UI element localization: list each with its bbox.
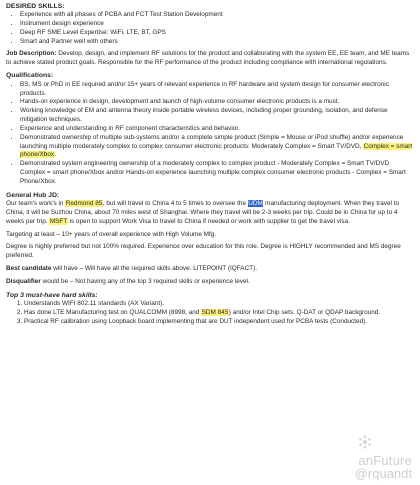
hub-jd-paragraph bbox=[6, 200, 414, 226]
list-item: • Deep RF SME Level Expertise: WiFi, LTE, BT, GPS bbox=[20, 29, 414, 38]
desired-skills-heading: DESIRED SKILLS: bbox=[6, 3, 65, 10]
job-posting bbox=[6, 2, 414, 327]
paragraph-text: manufacturing deployment. When they travel to China, it will be Suzhou China, about 70 miles west of Shanghai. Where they travel will be 2-3 weeks per trip. Could be in China for up to 4 weeks per trip. bbox=[6, 200, 400, 225]
top3-list bbox=[6, 300, 414, 326]
job-description-text: Develop, design, and implement RF solutions for the product and collaborating with the system EE, EE team, and ME teams to achieve stated product goals. Responsible for the RF performance of the product including compliance with international regulations. bbox=[6, 49, 410, 66]
list-item: • Smart and Partner well with others bbox=[20, 38, 414, 47]
highlight-chipset: SDM 845 bbox=[201, 308, 229, 316]
hub-jd-heading: General Hub JD: bbox=[6, 191, 60, 199]
highlight-company: MSFT bbox=[49, 217, 68, 225]
watermark bbox=[355, 454, 412, 481]
paragraph-text: is open to support Work Visa to travel to China if needed or work with supplier to get the travel visa. bbox=[67, 217, 350, 225]
job-description bbox=[6, 50, 414, 68]
list-item: • Experience with all phases of PCBA and FCT Test Station Development bbox=[20, 11, 414, 20]
list-item-text: Has done LTE Manufacturing test on QUALCOMM (8998, and bbox=[24, 308, 202, 316]
list-item-text: ) and/or Intel Chip sets. Q-DAT or QDAP background. bbox=[228, 308, 381, 316]
best-candidate-line bbox=[6, 265, 414, 274]
watermark-line1: anFuture bbox=[358, 452, 412, 468]
top3-heading-text: Top 3 must-have hard skills: bbox=[6, 291, 98, 299]
list-item bbox=[24, 309, 414, 318]
best-candidate-label: Best candidate bbox=[6, 265, 52, 272]
disqualifier-line bbox=[6, 278, 414, 287]
paragraph-text: , but will travel to China 4 to 5 times to oversee the bbox=[102, 200, 248, 208]
qualifications-heading: Qualifications: bbox=[6, 72, 54, 80]
watermark-line2: @rquandt bbox=[354, 466, 412, 482]
qualifications-list bbox=[6, 81, 414, 187]
list-item: • Experience and understanding in RF component characteristics and behavior. bbox=[20, 125, 414, 134]
list-item-text: . bbox=[54, 151, 57, 159]
list-item: • Demonstrated system engineering ownership of a moderately complex to complex product - Moderately Complex = Smart TV/DVD Complex = smart phone/Xbox and/or Hands-on experience launching multiple complex consumer electronic products - Complex = Smart Phone/Xbox. bbox=[20, 160, 414, 186]
top3-heading bbox=[6, 291, 414, 300]
list-item: • Working knowledge of EM and antenna theory inside portable wireless devices, including proper grounding, isolation, and defense mitigation techniques. bbox=[20, 107, 414, 125]
list-item-text: Demonstrated ownership of multiple sub-systems and/or a complete simple product (Simple = Mouse or iPod shuffle) and/or experience launching multiple moderately complex to complex consumer electronic products: Moderately Complex = Smart TV/DVD, bbox=[20, 133, 404, 150]
degree-text: Degree is highly preferred but not 100% required. Experience over education for this role. Degree is HIGHLY recommended and MS degree preferred. bbox=[6, 243, 401, 260]
list-item: • Hands-on experience in design, development and launch of high-volume consumer electronic products is a must. bbox=[20, 98, 414, 107]
list-item: 1. Understands WIFI 802.11 standards (AX Variant). bbox=[24, 300, 414, 309]
watermark-logo-icon bbox=[358, 435, 372, 449]
highlight-product: UDM bbox=[248, 200, 263, 208]
highlight-location: Redmond 85 bbox=[65, 200, 103, 208]
list-item: 3. Practical RF calibration using Loopback board implementing that are DUT independent used for PCBA tests (Conducted). bbox=[24, 318, 414, 327]
paragraph-text: Our team's work's in bbox=[6, 200, 66, 208]
list-item: • Instrument design experience bbox=[20, 20, 414, 29]
list-item: • BS, MS or PhD in EE required and/or 15+ years of relevant experience in RF hardware and system design for consumer electronic products. bbox=[20, 81, 414, 99]
desired-skills-list bbox=[6, 11, 414, 46]
disqualifier-text: would be – Not having any of the top 3 required skills or experience level. bbox=[40, 277, 250, 285]
list-item bbox=[20, 134, 414, 160]
best-candidate-text: will have – Will have all the required skills above. LITEPOINT (IQFACT). bbox=[51, 265, 257, 272]
highlight-complex: Complex = smart phone/Xbox bbox=[20, 142, 413, 159]
disqualifier-label: Disqualifier bbox=[6, 277, 41, 285]
job-description-label: Job Description: bbox=[6, 49, 57, 57]
targeting-text: Targeting at least – 10+ years of overall experience with High Volume Mfg. bbox=[6, 230, 217, 238]
